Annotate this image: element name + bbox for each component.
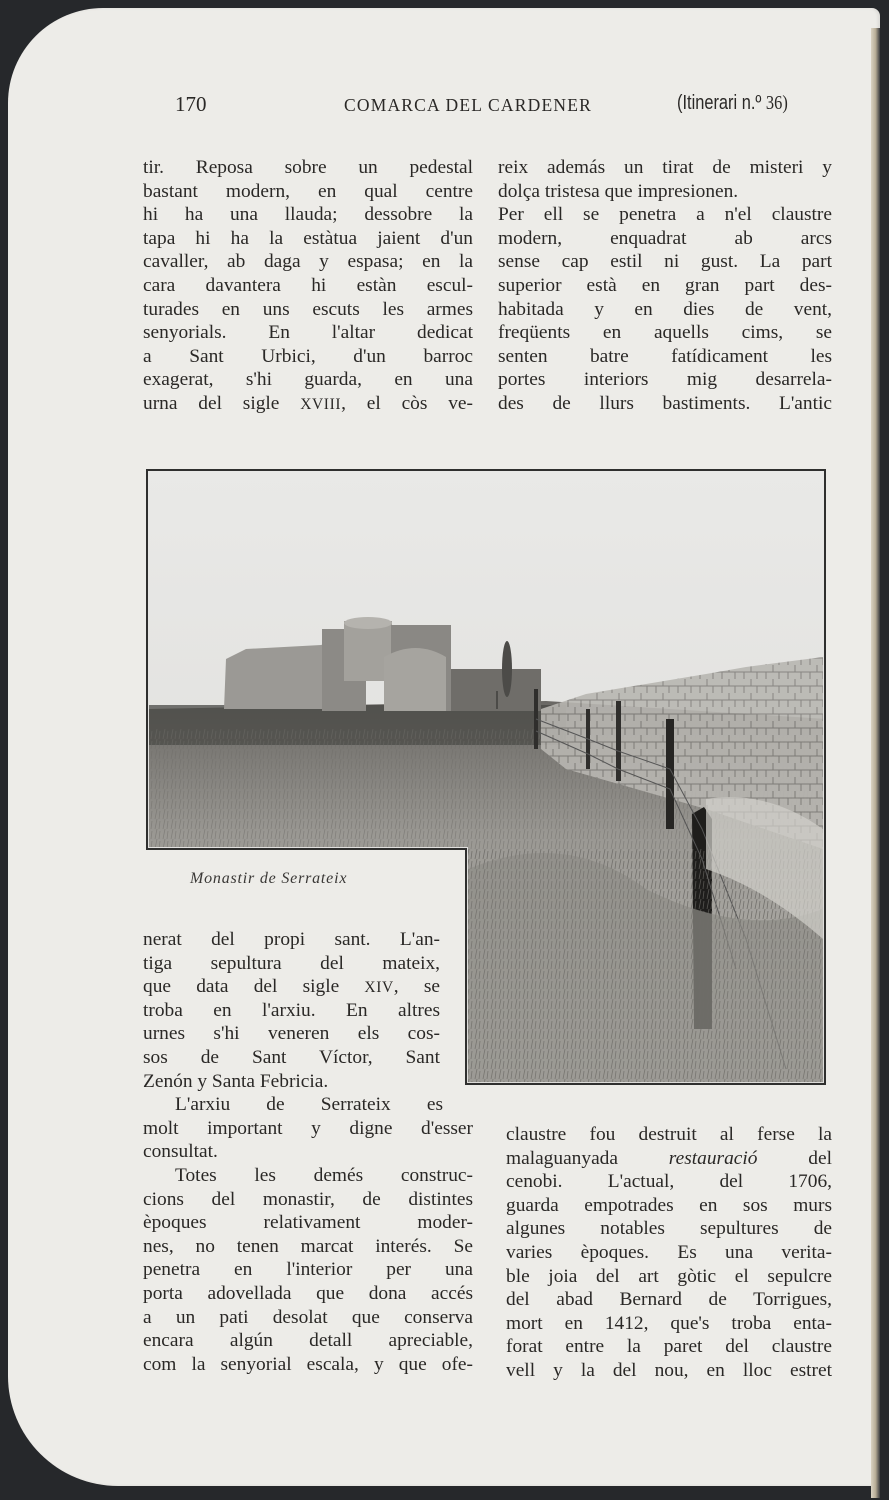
text-line [143,392,473,416]
text-line: tapa hi ha la estàtua jaient d'un [143,227,473,249]
text-line: consultat. [143,1141,218,1163]
text-line: exagerat, s'hi guarda, en una [143,369,473,391]
text-line: Per ell se penetra a n'el claustre [498,204,832,226]
text-line: cara davantera hi estàn escul- [143,274,473,296]
text-line: algunes notables sepultures de [506,1218,832,1240]
text-line: sense cap estil ni gust. La part [498,251,832,273]
text-line: Zenón y Santa Febricia. [143,1070,329,1092]
text-line: guarda empotrades en sos murs [506,1194,832,1216]
text-line: encara algún detall apreciable, [143,1330,473,1352]
running-title: COMARCA DEL CARDENER [344,95,592,115]
left-column-top [143,156,473,416]
left-column-bottom [143,928,473,1376]
right-column-bottom [506,1123,832,1383]
itinerary-label: (Itinerari n.º [677,92,762,114]
text-line: cenobi. L'actual, del 1706, [506,1171,832,1193]
roman-numeral: XVIII [300,395,342,413]
text-line: habitada y en dies de vent, [498,298,832,320]
text-line: com la senyorial escala, y que ofe- [143,1353,473,1375]
text-fragment: , se [393,976,440,998]
text-line: sos de Sant Víctor, Sant [143,1046,440,1068]
page-number: 170 [175,92,207,116]
text-line: nerat del propi sant. L'an- [143,929,440,950]
text-line: superior està en gran part des- [498,274,832,296]
text-line: senyorials. En l'altar dedicat [143,322,473,344]
text-fragment: , el còs ve- [341,392,473,414]
text-line: cions del monastir, de distintes [143,1188,473,1210]
text-line: senten batre fatídicament les [498,345,832,367]
text-line: nes, no tenen marcat interés. Se [143,1235,473,1257]
text-line: dolça tristesa que impresionen. [498,180,739,202]
text-line: L'arxiu de Serrateix es [175,1094,443,1116]
text-line: claustre fou destruit al ferse la [506,1124,832,1145]
text-fragment: malaguanyada [506,1147,669,1169]
roman-numeral: XIV [364,979,394,997]
text-fragment: que data del sigle [143,976,365,998]
text-line: molt important y digne d'esser [143,1117,473,1139]
text-line: varies èpoques. Es una verita- [506,1241,832,1263]
text-line: modern, enquadrat ab arcs [498,227,832,249]
cypress-tree [502,641,512,697]
emphasized-word: restauració [668,1147,758,1169]
text-line: troba en l'arxiu. En altres [143,999,440,1021]
text-line [506,1147,832,1171]
text-fragment: urna del sigle [143,392,301,414]
text-line: turades en uns escuts les armes [143,298,473,320]
text-line: des de llurs bastiments. L'antic [498,392,832,414]
text-line: cavaller, ab daga y espasa; en la [143,251,473,273]
page-edge [871,28,880,1498]
text-line: vell y la del nou, en lloc estret [506,1359,832,1381]
running-head [0,92,889,122]
text-line: a un pati desolat que conserva [143,1306,473,1328]
itinerary-number: 36) [765,92,788,114]
text-line: mort en 1412, que's troba enta- [506,1312,832,1334]
text-line: Totes les demés construc- [175,1164,473,1186]
text-line: penetra en l'interior per una [143,1259,473,1281]
text-line: freqüents en aquells cims, se [498,322,832,344]
text-line: bastant modern, en qual centre [143,180,473,202]
right-column-top [498,156,832,416]
text-line: portes interiors mig desarrela- [498,369,832,391]
text-line: urnes s'hi veneren els cos- [143,1023,440,1045]
text-line: hi ha una llauda; dessobre la [143,204,473,226]
text-line: tiga sepultura del mateix, [143,952,440,974]
text-fragment: del [757,1147,832,1169]
text-line: a Sant Urbici, d'un barroc [143,345,473,367]
text-line: ble joia del art gòtic el sepulcre [506,1265,832,1287]
text-line: porta adovellada que dona accés [143,1282,473,1304]
photo-caption: Monastir de Serrateix [190,870,348,887]
text-line: èpoques relativament moder- [143,1212,473,1234]
text-line [143,975,440,999]
text-line: tir. Reposa sobre un pedestal [143,157,473,178]
text-line: forat entre la paret del claustre [506,1336,832,1358]
text-line: reix además un tirat de misteri y [498,157,832,178]
itinerary-reference [677,92,788,115]
text-line: del abad Bernard de Torrigues, [506,1289,832,1311]
